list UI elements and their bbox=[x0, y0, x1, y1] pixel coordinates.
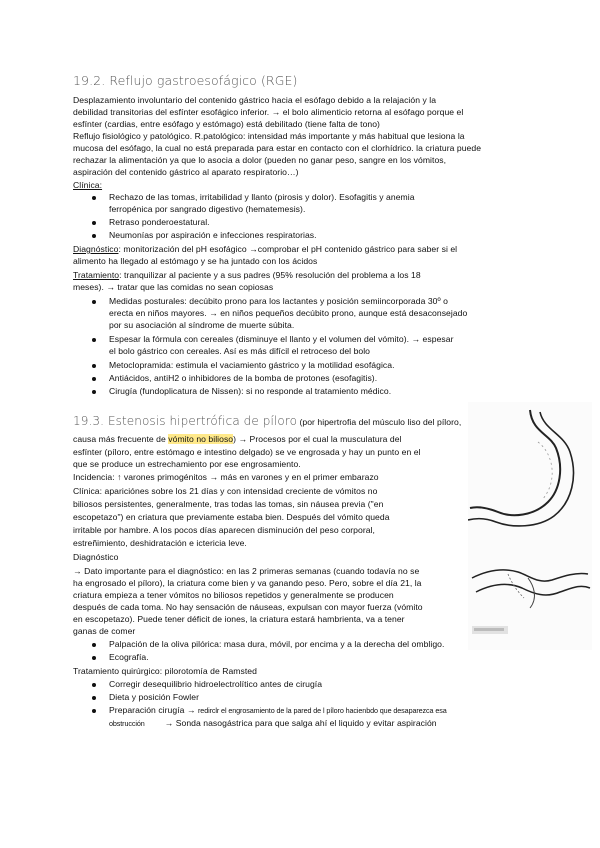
diagnostico-label-2: Diagnóstico bbox=[73, 552, 119, 562]
diagnostico-line bbox=[73, 244, 457, 255]
text-line: estreñimiento, deshidratación e ictericia leve. bbox=[73, 538, 247, 548]
text-line: alimento ha llegado al estómago y se ha juntado con los ácidos bbox=[73, 256, 318, 266]
text-line: ha engrosado el píloro), la criatura come bien y va ganando peso. Pero, sobre el día 21, la bbox=[73, 578, 422, 588]
list-item-cont bbox=[109, 718, 437, 729]
title-suffix: (por hipertrofia del músculo liso del píloro, bbox=[297, 417, 462, 427]
text-line: biliosos persistentes, generalmente, tras todas las tomas, sin náusea previa ("en bbox=[73, 499, 384, 509]
text-line: mucosa del esófago, la cual no está preparada para estar en contacto con el clorhídrico. la criatura puede bbox=[73, 143, 482, 153]
list-item: Ecografía. bbox=[109, 652, 149, 662]
text-line: rechazar la alimentación ya que lo asocia a dolor (pueden no ganar peso, sangre en los vómitos, bbox=[73, 155, 447, 165]
list-item: Medidas posturales: decúbito prono para los lactantes y posición semiincorporada 30º o bbox=[109, 296, 448, 306]
stomach-drawing-icon bbox=[468, 402, 592, 650]
list-item-cont: el bolo gástrico con cereales. Así es más difícil el retroceso del bolo bbox=[109, 346, 371, 356]
diagnostico-text: : monitorización del pH esofágico →comprobar el pH contenido gástrico para saber si el bbox=[118, 244, 458, 254]
text-line: Reflujo fisiológico y patológico. R.patológico: intensidad más importante y más habitual que lesiona la bbox=[73, 131, 465, 141]
list-item-cont: ferropénica por sangrado digestivo (hematemesis). bbox=[109, 204, 306, 214]
text-line: criatura empieza a tener vómitos no biliosos repetidos y generalmente se producen bbox=[73, 590, 394, 600]
list-item: Cirugía (fundoplicatura de Nissen): si no responde al tratamiento médico. bbox=[109, 386, 392, 396]
bullet-icon bbox=[92, 196, 96, 200]
bullet-icon bbox=[92, 364, 96, 368]
tratamiento-label: Tratamiento bbox=[73, 270, 120, 280]
text-line: en escopetazo). Puede tener déficit de iones, la criatura estará hambrienta, va a tener bbox=[73, 614, 405, 624]
incidencia-line: Incidencia: ↑ varones primogénitos → más en varones y en el primer embarazo bbox=[73, 472, 379, 482]
diagnostico-label: Diagnóstico bbox=[73, 244, 119, 254]
pyloric-stenosis-illustration bbox=[468, 402, 592, 650]
bullet-icon bbox=[92, 377, 96, 381]
list-item: Palpación de la oliva pilórica: masa dura, móvil, por encima y a la derecha del ombligo. bbox=[109, 639, 445, 649]
text-line: ganas de comer bbox=[73, 626, 136, 636]
text-line: meses). → tratar que las comidas no sean copiosas bbox=[73, 282, 274, 292]
text-line: Clínica: apariciónes sobre los 21 días y con intensidad creciente de vómitos no bbox=[73, 486, 378, 496]
section-title-estenosis: 19.3. Estenosis hipertrófica de píloro bbox=[73, 414, 298, 428]
text-line: esfínter (cardias, entre esófago y estómago) está debilitado (tiene falta de tono) bbox=[73, 119, 380, 129]
text-line: debilidad transitorias del esfínter esofágico inferior. → el bolo alimenticio retorna al esófago porque el bbox=[73, 107, 464, 117]
text-line: Desplazamiento involuntario del contenido gástrico hacia el esófago debido a la relajación y la bbox=[73, 95, 437, 105]
bullet-icon bbox=[92, 656, 96, 660]
text-line: que se produce un estrechamiento por ese engrosamiento. bbox=[73, 459, 301, 469]
bullet-icon bbox=[92, 221, 96, 225]
text-span: ) → Procesos por el cual la musculatura del bbox=[233, 434, 402, 444]
bullet-icon bbox=[92, 338, 96, 342]
bullet-icon bbox=[92, 709, 96, 713]
list-item: Rechazo de las tomas, irritabilidad y llanto (pirosis y dolor). Esofagitis y anemia bbox=[109, 192, 415, 202]
section-title-line bbox=[73, 416, 461, 428]
bullet-icon bbox=[92, 390, 96, 394]
list-item: Antiácidos, antiH2 o inhibidores de la bomba de protones (esofagitis). bbox=[109, 373, 378, 383]
list-item: Neumonías por aspiración e infecciones respiratorias. bbox=[109, 230, 317, 240]
text-line bbox=[73, 434, 402, 445]
text-line: escopetazo") en criatura que previamente estaba bien. Después del vómito queda bbox=[73, 512, 390, 522]
text-line: aspiración del contenido gástrico al aparato respiratorio…) bbox=[73, 167, 299, 177]
tratamiento-text: : tranquilizar al paciente y a sus padres (95% resolución del problema a los 18 bbox=[119, 270, 421, 280]
tratamiento-line bbox=[73, 270, 421, 281]
text-span: causa más frecuente de bbox=[73, 434, 169, 444]
bullet-icon bbox=[92, 643, 96, 647]
text-line: irritable por hambre. A los pocos días aparecen disminución del peso corporal, bbox=[73, 525, 375, 535]
list-item: Espesar la fórmula con cereales (disminuye el llanto y el volumen del vómito). → espesar bbox=[109, 334, 454, 344]
clinica-label: Clínica: bbox=[73, 180, 103, 190]
text-line: esfínter (píloro, entre estómago e intestino delgado) se ve engrosada y hay un punto en el bbox=[73, 447, 421, 457]
bullet-icon bbox=[92, 300, 96, 304]
text-span: → Sonda nasogástrica para que salga ahí el liquido y evitar aspiración bbox=[164, 718, 437, 728]
list-item: Metoclopramida: estimula el vaciamiento gástrico y la motilidad esofágica. bbox=[109, 360, 395, 370]
small-text: redirclr el engrosamiento de la pared de l píloro hacienbdo que desaparezca esa bbox=[198, 706, 447, 715]
list-item bbox=[109, 705, 447, 716]
text-line: después de cada toma. No hay sensación de náuseas, expulsan con mayor fuerza (vómito bbox=[73, 602, 423, 612]
list-item: Dieta y posición Fowler bbox=[109, 692, 199, 702]
bullet-icon bbox=[92, 696, 96, 700]
list-item-cont: erecta en niños mayores. → en niños pequeños decúbito prono, aunque está desaconsejado bbox=[109, 308, 468, 318]
tratamiento-quirurgico-label: Tratamiento quirúrgico: pilorotomía de Ramsted bbox=[73, 666, 257, 676]
bullet-icon bbox=[92, 234, 96, 238]
text-line: → Dato importante para el diagnóstico: en las 2 primeras semanas (cuando todavía no se bbox=[73, 566, 420, 576]
bullet-icon bbox=[92, 683, 96, 687]
list-item-cont: por su asociación al síndrome de muerte súbita. bbox=[109, 320, 295, 330]
section-title-rge: 19.2. Reflujo gastroesofágico (RGE) bbox=[73, 73, 298, 88]
highlight-vomito-no-bilioso: vómito no bilioso bbox=[168, 434, 234, 444]
list-item: Corregir desequilibrio hidroelectrolítico antes de cirugía bbox=[109, 679, 323, 689]
text-span: Preparación cirugía → bbox=[109, 705, 198, 715]
small-text: obstrucción bbox=[109, 719, 145, 728]
list-item: Retraso ponderoestatural. bbox=[109, 217, 210, 227]
